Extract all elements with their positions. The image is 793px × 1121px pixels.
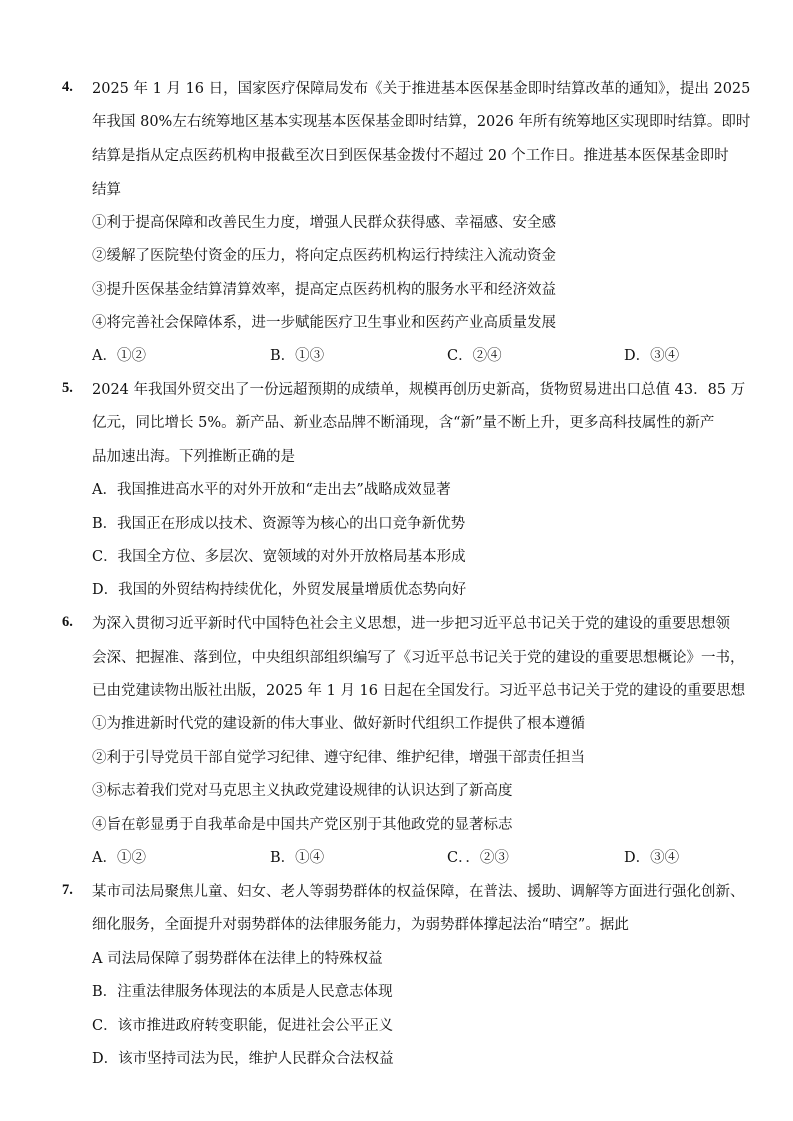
question-number: 5. — [62, 380, 73, 396]
option-d[interactable]: D．我国的外贸结构持续优化，外贸发展量增质优态势向好 — [92, 582, 467, 598]
question-stem-line: 已由党建读物出版社出版，2025 年 1 月 16 日起在全国发行。习近平总书记关于党的建设的重要思想 — [92, 683, 746, 699]
option-a[interactable]: A．我国推进高水平的对外开放和“走出去”战略成效显著 — [92, 482, 451, 498]
option-b[interactable]: B．①③ — [270, 348, 325, 364]
option-c[interactable]: C．②④ — [447, 348, 502, 364]
question-number: 4. — [62, 79, 73, 95]
question-number: 7. — [62, 882, 73, 898]
statement-item: ③提升医保基金结算清算效率，提高定点医药机构的服务水平和经济效益 — [92, 282, 556, 298]
question-stem-line: 会深、把握准、落到位，中央组织部组织编写了《习近平总书记关于党的建设的重要思想概论》一书， — [92, 650, 745, 666]
option-a[interactable]: A 司法局保障了弱势群体在法律上的特殊权益 — [92, 951, 383, 967]
option-d[interactable]: D．③④ — [624, 348, 680, 364]
options-row — [0, 346, 793, 366]
question-stem-line: 2025 年 1 月 16 日，国家医疗保障局发布《关于推进基本医保基金即时结算改革的通知》，提出 2025 — [92, 81, 751, 97]
question-stem-line: 结算 — [92, 182, 121, 198]
statement-item: ②缓解了医院垫付资金的压力，将向定点医药机构运行持续注入流动资金 — [92, 248, 556, 264]
statement-item: ①为推进新时代党的建设新的伟大事业、做好新时代组织工作提供了根本遵循 — [92, 716, 585, 732]
statement-item: ④将完善社会保障体系，进一步赋能医疗卫生事业和医药产业高质量发展 — [92, 315, 556, 331]
option-c[interactable]: C．我国全方位、多层次、宽领域的对外开放格局基本形成 — [92, 549, 466, 565]
option-a[interactable]: A．①② — [92, 850, 146, 866]
question-stem-line: 结算是指从定点医药机构申报截至次日到医保基金拨付不超过 20 个工作日。推进基本医保基金即时 — [92, 148, 729, 164]
question-stem-line: 细化服务，全面提升对弱势群体的法律服务能力，为弱势群体撑起法治“晴空”。据此 — [92, 917, 629, 933]
statement-item: ③标志着我们党对马克思主义执政党建设规律的认识达到了新高度 — [92, 783, 513, 799]
option-b[interactable]: B．注重法律服务体现法的本质是人民意志体现 — [92, 984, 393, 1000]
option-b[interactable]: B．①④ — [270, 850, 325, 866]
option-d[interactable]: D．③④ — [624, 850, 680, 866]
question-stem-line: 年我国 80%左右统筹地区基本实现基本医保基金即时结算，2026 年所有统筹地区实现即时结算。即时 — [92, 114, 751, 130]
options-row — [0, 848, 793, 868]
option-c[interactable]: C．该市推进政府转变职能，促进社会公平正义 — [92, 1018, 394, 1034]
option-d[interactable]: D．该市坚持司法为民，维护人民群众合法权益 — [92, 1051, 394, 1067]
option-c[interactable]: C．．②③ — [447, 850, 509, 866]
question-stem-line: 为深入贯彻习近平新时代中国特色社会主义思想，进一步把习近平总书记关于党的建设的重要思想领 — [92, 616, 730, 632]
question-stem-line: 品加速出海。下列推断正确的是 — [92, 449, 295, 465]
question-stem-line: 亿元，同比增长 5%。新产品、新业态品牌不断涌现，含“新”量不断上升，更多高科技属性的新产 — [92, 415, 715, 431]
statement-item: ①利于提高保障和改善民生力度，增强人民群众获得感、幸福感、安全感 — [92, 215, 556, 231]
question-number: 6. — [62, 614, 73, 630]
option-b[interactable]: B．我国正在形成以技术、资源等为核心的出口竞争新优势 — [92, 516, 466, 532]
statement-item: ④旨在彰显勇于自我革命是中国共产党区别于其他政党的显著标志 — [92, 817, 513, 833]
option-a[interactable]: A．①② — [92, 348, 146, 364]
question-stem-line: 2024 年我国外贸交出了一份远超预期的成绩单，规模再创历史新高，货物贸易进出口总值 43．85 万 — [92, 382, 746, 398]
statement-item: ②利于引导党员干部自觉学习纪律、遵守纪律、维护纪律，增强干部责任担当 — [92, 750, 585, 766]
question-stem-line: 某市司法局聚焦儿童、妇女、老人等弱势群体的权益保障，在普法、援助、调解等方面进行强化创新、 — [92, 884, 745, 900]
